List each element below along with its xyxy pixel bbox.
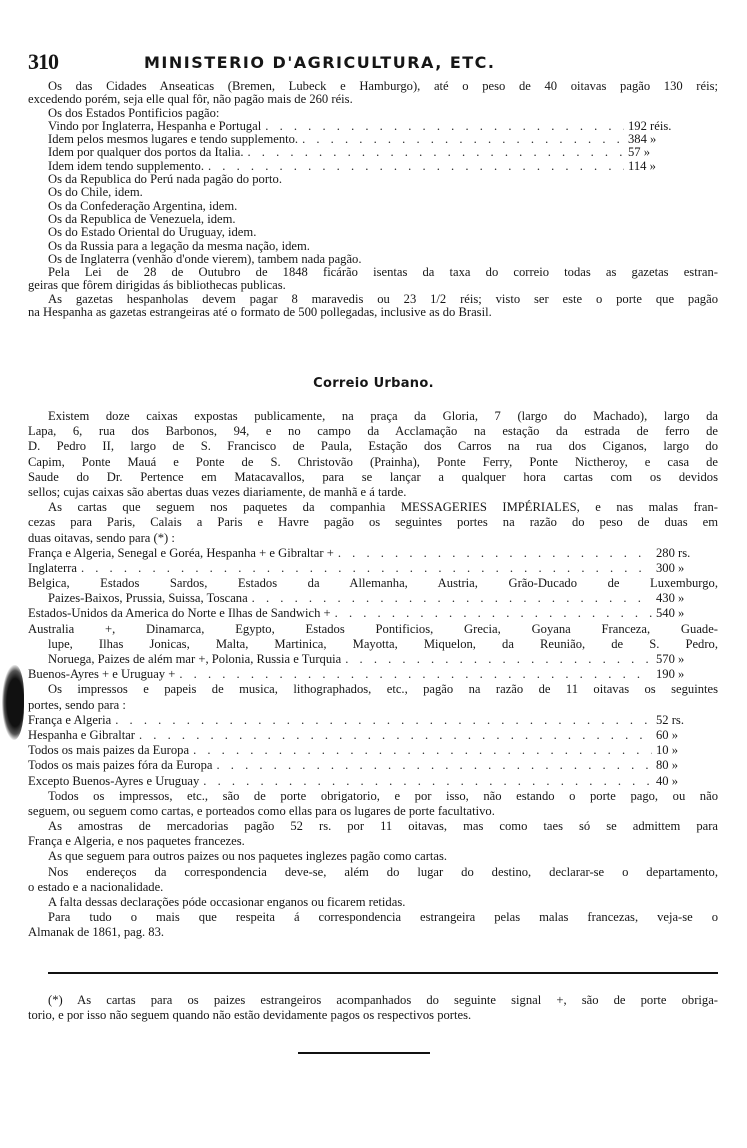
rate-value: 60 » <box>656 727 679 742</box>
dot-leader <box>208 160 624 173</box>
text-line: Existem doze caixas expostas publicamente, na praça da Gloria, 7 (largo do Machado), largo da <box>48 409 718 423</box>
text-line: geiras que fôrem dirigidas ás bibliothecas publicas. <box>28 279 286 293</box>
dot-leader <box>139 728 652 743</box>
text-line: Os dos Estados Pontificios pagão: <box>48 106 220 120</box>
end-rule <box>298 1052 430 1054</box>
text-line: torio, e por isso não seguem quando não estão devidamente pagos os respectivos portes. <box>28 1008 472 1022</box>
correio-urbano-section <box>28 409 718 941</box>
dot-leader <box>335 606 652 621</box>
text-line: Pela Lei de 28 de Outubro de 1848 ficárão isentas da taxa do correio todas as gazetas estran- <box>48 266 718 280</box>
dot-leader <box>302 133 624 146</box>
rate-destination: Excepto Buenos-Ayres e Uruguay <box>28 773 200 788</box>
rate-destination: França e Algeria <box>28 712 112 727</box>
rate-destination: Estados-Unidos da America do Norte e Ilhas de Sandwich + <box>28 606 331 621</box>
rate-value: 57 » <box>628 146 651 160</box>
dot-leader <box>338 546 652 561</box>
rate-row <box>28 120 688 133</box>
rate-row <box>28 606 718 621</box>
rate-row <box>28 546 718 561</box>
text-line: seguem, ou seguem como cartas, e porteados como ellas para os lugares de porte facultativo. <box>28 803 495 818</box>
text-line: cezas para Paris, Calais a Paris e Havre pagão os seguintes portes na razão do peso de duas em <box>28 515 718 530</box>
rate-value: 280 rs. <box>656 545 691 560</box>
dot-leader <box>345 652 652 667</box>
text-line: Australia +, Dinamarca, Egypto, Estados Pontificios, Grecia, Goyana Franceza, Guade- <box>28 621 718 636</box>
rate-destination: Hespanha e Gibraltar <box>28 727 135 742</box>
text-line: Os das Cidades Anseaticas (Bremen, Lubeck e Hamburgo), até o peso de 40 oitavas pagão 130 réis; <box>48 80 718 93</box>
rate-destination: Idem por qualquer dos portos da Italia. <box>48 146 244 160</box>
rate-row <box>28 652 718 667</box>
text-line: As que seguem para outros paizes ou nos paquetes inglezes pagão como cartas. <box>48 849 448 864</box>
text-line: Os da Confederação Argentina, idem. <box>48 199 238 213</box>
footnote-divider <box>48 972 718 974</box>
rate-value: 80 » <box>656 758 679 773</box>
rate-destination: Todos os mais paizes da Europa <box>28 743 190 758</box>
text-line: Capim, Ponte Mauá e Ponte de S. Christovão (Prainha), Ponte Ferry, Ponte Nictheroy, e casa de <box>28 454 718 469</box>
text-line: Os do Chile, idem. <box>48 186 143 200</box>
text-line: Para tudo o mais que respeita á correspondencia estrangeira pelas malas francezas, veja-se o <box>48 910 718 925</box>
dot-leader <box>252 591 652 606</box>
rate-destination: Todos os mais paizes fóra da Europa <box>28 758 213 773</box>
text-line: Almanak de 1861, pag. 83. <box>28 925 165 940</box>
text-line: Os de Inglaterra (venhão d'onde vierem), tambem nada pagão. <box>48 252 362 266</box>
text-line: Os da Republica de Venezuela, idem. <box>48 212 236 226</box>
section-heading: Correio Urbano. <box>313 376 434 391</box>
text-line: Nos endereços da correspondencia deve-se, além do lugar do destino, declarar-se o departamento, <box>48 864 718 879</box>
text-line: sellos; cujas caixas são abertas duas vezes diariamente, de manhã e á tarde. <box>28 484 407 499</box>
rate-row <box>28 561 718 576</box>
rate-destination: Vindo por Inglaterra, Hespanha e Portugal <box>48 119 262 133</box>
dot-leader <box>203 774 652 789</box>
rate-row <box>28 743 718 758</box>
text-line: Lapa, 6, rua dos Barbonos, 94, e no campo da Acclamação na estação da estrada de ferro de <box>28 424 718 439</box>
rate-value: 430 » <box>656 591 685 606</box>
scan-ink-blot <box>2 665 24 740</box>
text-line: Os da Russia para a legação da mesma nação, idem. <box>48 239 310 253</box>
rate-row <box>28 758 718 773</box>
dot-leader <box>265 120 624 133</box>
text-line: As cartas que seguem nos paquetes da companhia MESSAGERIES IMPÉRIALES, e nas malas fran- <box>48 500 718 515</box>
rate-value: 192 réis. <box>628 119 672 133</box>
text-line: lupe, Ilhas Jonicas, Malta, Martinica, Mayotta, Miquelon, da Reunião, de S. Pedro, <box>48 636 718 651</box>
text-line: Os da Republica do Perú nada pagão do porto. <box>48 173 282 187</box>
foreign-gazettes-section <box>28 80 718 319</box>
rate-row <box>28 713 718 728</box>
text-line: Todos os impressos, etc., são de porte obrigatorio, e por isso, não estando o porte pago, ou não <box>48 788 718 803</box>
dot-leader <box>216 758 652 773</box>
rate-value: 52 rs. <box>656 712 684 727</box>
text-line: na Hespanha as gazetas estrangeiras até o formato de 500 pollegadas, inclusive as do Brasil. <box>28 306 492 320</box>
rate-destination: Idem idem tendo supplemento. <box>48 159 204 173</box>
text-line: As amostras de mercadorias pagão 52 rs. por 11 oitavas, mas como taes só se admittem para <box>48 819 718 834</box>
rate-value: 300 » <box>656 560 685 575</box>
rate-value: 10 » <box>656 743 679 758</box>
rate-row <box>28 728 718 743</box>
running-title: MINISTERIO D'AGRICULTURA, ETC. <box>144 53 496 72</box>
text-line: França e Algeria, e nos paquetes francezes. <box>28 834 245 849</box>
dot-leader <box>193 743 652 758</box>
text-line: (*) As cartas para os paizes estrangeiros acompanhados do seguinte signal +, são de porte obriga- <box>48 993 718 1007</box>
page-number: 310 <box>28 49 58 74</box>
rate-value: 384 » <box>628 133 657 147</box>
text-line: Os do Estado Oriental do Uruguay, idem. <box>48 226 257 240</box>
rate-row <box>28 160 688 173</box>
dot-leader <box>248 146 625 159</box>
rate-row <box>28 667 718 682</box>
text-line: As gazetas hespanholas devem pagar 8 maravedis ou 23 1/2 réis; visto ser este o porte que pagão <box>48 292 718 306</box>
rate-value: 114 » <box>628 159 656 173</box>
text-line: Os impressos e papeis de musica, lithographados, etc., pagão na razão de 11 oitavas os seguintes <box>48 682 718 697</box>
rate-destination: Noruega, Paizes de além mar +, Polonia, Russia e Turquia <box>48 652 342 666</box>
rate-value: 570 » <box>656 652 685 666</box>
rate-value: 190 » <box>656 667 685 682</box>
text-line: A falta dessas declarações póde occasionar enganos ou ficarem retidas. <box>48 895 406 909</box>
dot-leader <box>115 713 652 728</box>
rate-row <box>28 146 688 159</box>
dot-leader <box>81 561 652 576</box>
rate-destination: Idem pelos mesmos lugares e tendo supplemento. <box>48 133 299 147</box>
rate-destination: França e Algeria, Senegal e Goréa, Hespanha + e Gibraltar + <box>28 545 334 560</box>
rate-value: 540 » <box>656 606 685 621</box>
rate-value: 40 » <box>656 773 679 788</box>
footnote <box>28 993 718 1023</box>
rate-row <box>28 591 718 606</box>
text-line: D. Pedro II, largo de S. Francisco de Paula, Estação dos Carros na rua dos Ciganos, largo do <box>28 439 718 454</box>
running-header <box>28 50 718 74</box>
rate-destination: Paizes-Baixos, Prussia, Suissa, Toscana <box>48 591 248 606</box>
text-line: o estado e a nacionalidade. <box>28 879 164 894</box>
text-line: duas oitavas, sendo para (*) : <box>28 530 175 545</box>
rate-row <box>28 133 688 146</box>
rate-destination: Buenos-Ayres + e Uruguay + <box>28 667 176 682</box>
dot-leader <box>179 667 652 682</box>
rate-destination: Inglaterra <box>28 560 77 575</box>
text-line: Belgica, Estados Sardos, Estados da Allemanha, Austria, Grão-Ducado de Luxemburgo, <box>28 576 718 591</box>
text-line: Saude do Dr. Pertence em Matacavallos, para se lançar a qualquer hora cartas com os devidos <box>28 469 718 484</box>
rate-row <box>28 774 718 789</box>
text-line: excedendo porém, seja elle qual fôr, não pagão mais de 260 réis. <box>28 93 353 107</box>
text-line: portes, sendo para : <box>28 697 126 712</box>
